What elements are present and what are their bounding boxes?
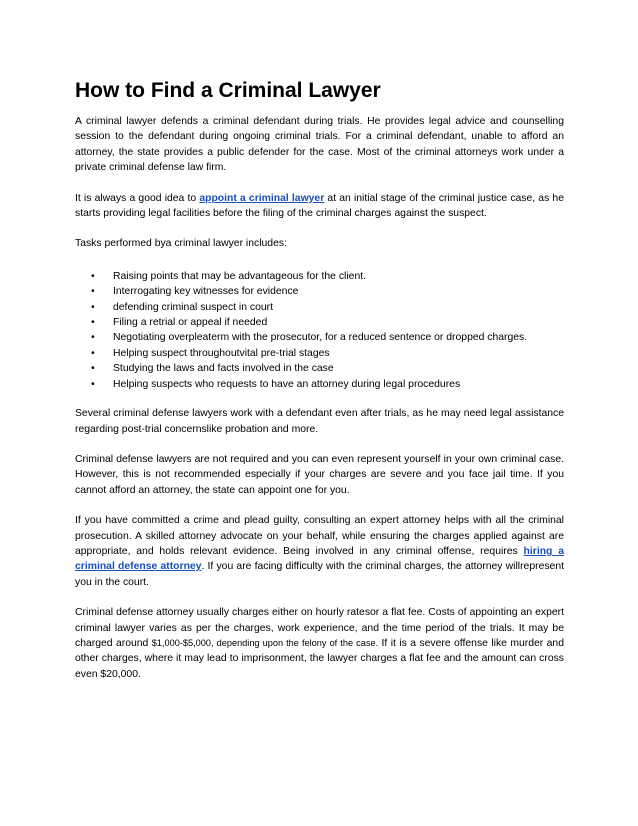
bullet-icon: • bbox=[91, 301, 95, 313]
post-trial-paragraph: Several criminal defense lawyers work with a defendant even after trials, as he may need legal assistance regarding post-trial concernslike probation and more. bbox=[75, 408, 564, 435]
page-title: How to Find a Criminal Lawyer bbox=[75, 79, 381, 102]
list-item bbox=[75, 269, 564, 284]
list-item-text: Interrogating key witnesses for evidence bbox=[113, 286, 299, 298]
appoint-criminal-lawyer-link[interactable]: appoint a criminal lawyer bbox=[199, 192, 325, 204]
list-item-text: Studying the laws and facts involved in the case bbox=[113, 363, 334, 375]
tasks-intro: Tasks performed bya criminal lawyer includes: bbox=[75, 238, 287, 250]
plead-guilty-paragraph bbox=[75, 513, 564, 590]
fees-paragraph bbox=[75, 605, 564, 682]
list-item-text: Helping suspect throughoutvital pre-trial stages bbox=[113, 347, 330, 359]
fees-text-before: Criminal defense attorney usually charges either on hourly ratesor a flat fee. Costs of appointing an expert criminal lawyer varies as per the charges, work experience, and the time period of the trials. It may be charged around bbox=[75, 607, 564, 649]
document-page bbox=[75, 78, 564, 697]
list-item bbox=[75, 346, 564, 361]
list-item bbox=[75, 377, 564, 392]
plead-text-after: . If you are facing difficulty with the criminal charges, the attorney willrepresent you in the court. bbox=[75, 561, 564, 588]
intro-paragraph: A criminal lawyer defends a criminal defendant during trials. He provides legal advice and counselling session to the defendant during ongoing criminal trials. For a criminal defendant, unable to afford an attorney, the state provides a public defender for the case. Most of the criminal attorneys work under a private criminal defense law firm. bbox=[75, 116, 564, 174]
fees-text-after: If it is a severe offense like murder and other charges, where it may lead to imprisonment, the lawyer charges a flat fee and the amount can cross even $20,000. bbox=[75, 637, 564, 680]
bullet-icon: • bbox=[91, 286, 95, 298]
list-item-text: Negotiating overpleaterm with the prosecutor, for a reduced sentence or dropped charges. bbox=[113, 332, 528, 344]
bullet-icon: • bbox=[91, 270, 95, 282]
hiring-defense-attorney-link[interactable]: hiring a criminal defense attorney bbox=[75, 545, 565, 573]
list-item bbox=[75, 361, 564, 376]
appoint-paragraph bbox=[75, 191, 564, 222]
list-item-text: defending criminal suspect in court bbox=[113, 301, 273, 313]
appoint-text-before: It is always a good idea to bbox=[75, 192, 200, 204]
bullet-icon: • bbox=[91, 378, 95, 390]
bullet-icon: • bbox=[91, 347, 95, 359]
list-item bbox=[75, 330, 564, 345]
plead-text-before: If you have committed a crime and plead guilty, consulting an expert attorney helps with all the criminal prosecution. A skilled attorney advocate on your behalf, while ensuring the charges applied against are appropriate, and holds relevant evidence. Being involved in any criminal offense, requires bbox=[75, 515, 564, 557]
bullet-icon: • bbox=[91, 317, 95, 329]
bullet-icon: • bbox=[91, 363, 95, 375]
list-item bbox=[75, 300, 564, 315]
fees-range-text: $1,000-$5,000, depending upon the felony of the case. bbox=[151, 637, 379, 648]
list-item bbox=[75, 284, 564, 299]
list-item-text: Helping suspects who requests to have an attorney during legal procedures bbox=[113, 378, 461, 390]
self-representation-paragraph: Criminal defense lawyers are not required and you can even represent yourself in your own criminal case. However, this is not recommended especially if your charges are severe and you face jail time. If you cannot afford an attorney, the state can appoint one for you. bbox=[75, 453, 564, 496]
bullet-icon: • bbox=[91, 332, 95, 344]
tasks-list bbox=[75, 269, 564, 392]
list-item-text: Raising points that may be advantageous for the client. bbox=[113, 270, 366, 282]
appoint-text-after: at an initial stage of the criminal justice case, as he starts providing legal facilities before the filing of the criminal charges against the suspect. bbox=[75, 192, 564, 220]
list-item-text: Filing a retrial or appeal if needed bbox=[113, 317, 268, 329]
list-item bbox=[75, 315, 564, 330]
